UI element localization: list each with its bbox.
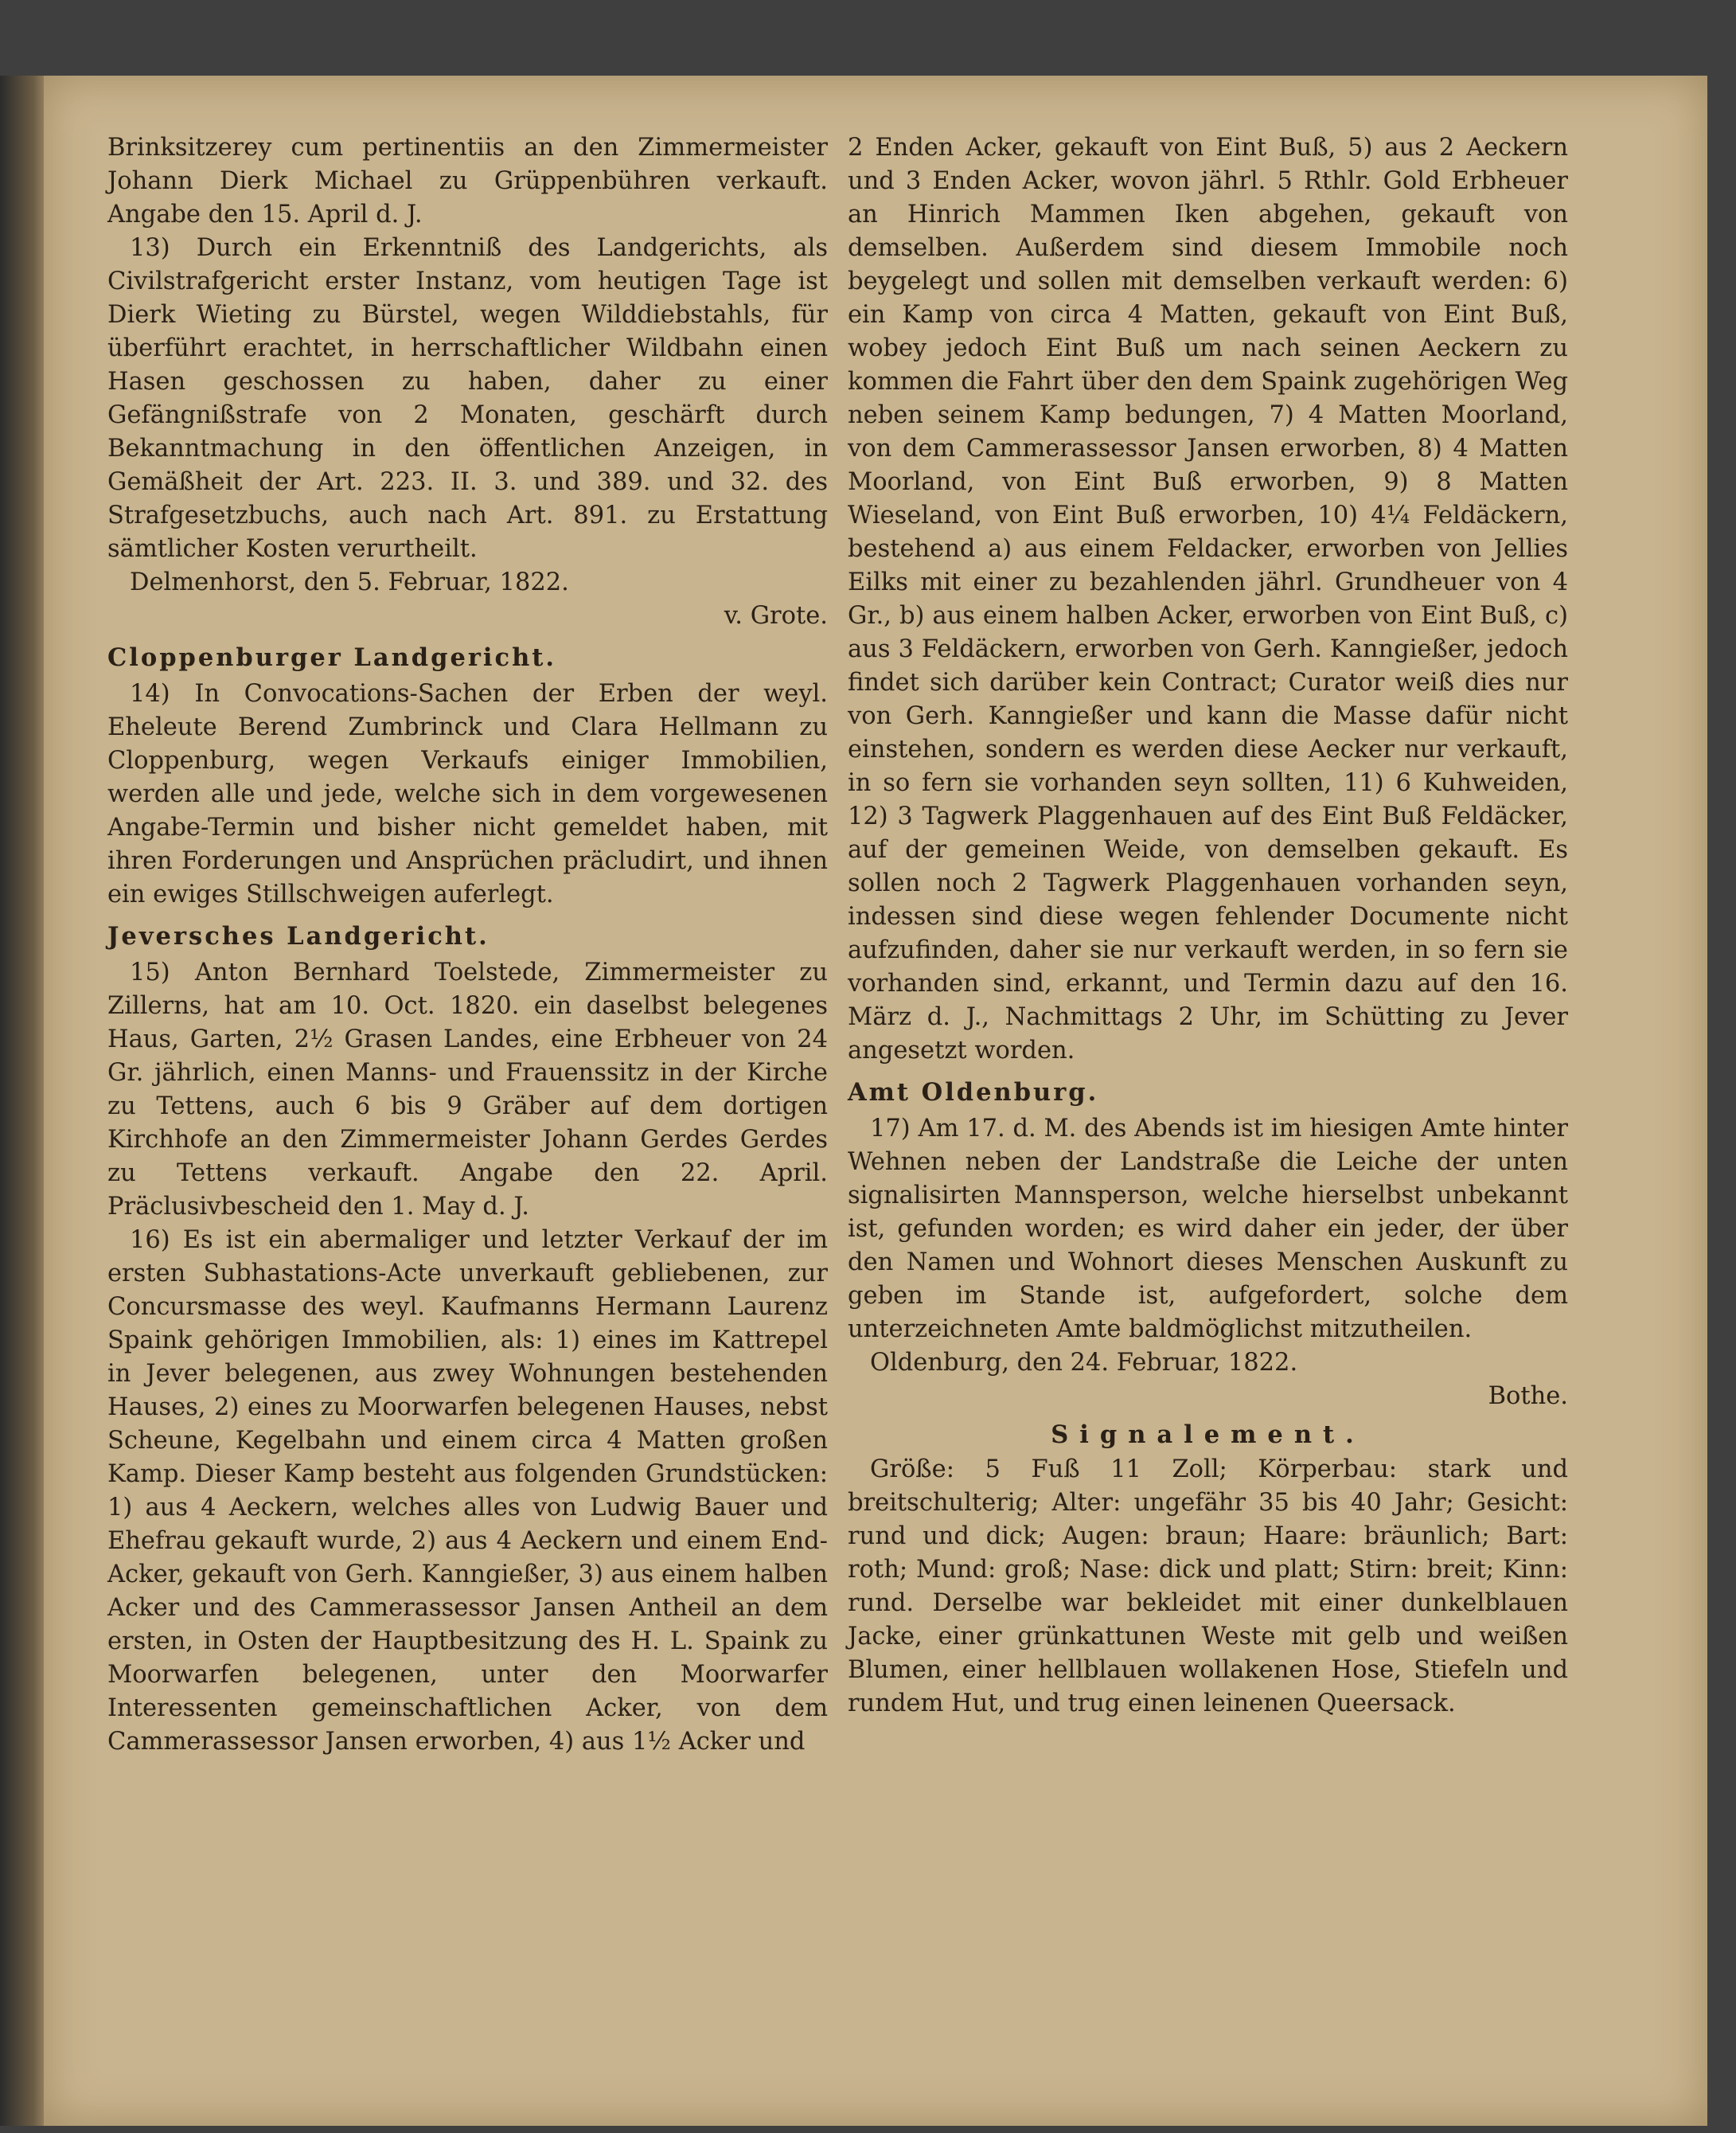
paragraph-13-signature: v. Grote. (724, 602, 828, 630)
section-heading-cloppenburg: Cloppenburger Landgericht. (107, 643, 556, 672)
left-column (107, 131, 828, 1759)
signalement-title: Signalement. (1051, 1420, 1365, 1449)
paragraph-17-date: Oldenburg, den 24. Februar, 1822. (870, 1349, 1298, 1377)
paragraph-13-date: Delmenhorst, den 5. Februar, 1822. (130, 568, 569, 596)
paragraph-13: 13) Durch ein Erkenntniß des Landgerichts, als Civilstrafgericht erster Instanz, vom heutigen Tage ist Dierk Wieting zu Bürstel, wegen Wilddiebstahls, für überführt erachtet, in herrschaftlicher Wildbahn einen Hasen geschossen zu haben, daher zu einer Gefängnißstrafe von 2 Monaten, geschärft durch Bekanntmachung in den öffentlichen Anzeigen, in Gemäßheit der Art. 223. II. 3. und 389. und 32. des Strafgesetzbuchs, auch nach Art. 891. zu Erstattung sämtlicher Kosten verurtheilt. (107, 234, 828, 563)
paragraph-16: 16) Es ist ein abermaliger und letzter Verkauf der im ersten Subhastations-Acte unverkauft gebliebenen, zur Concursmasse des weyl. Kaufmanns Hermann Laurenz Spaink gehörigen Immobilien, als: 1) eines im Kattrepel in Jever belegenen, aus zwey Wohnungen bestehenden Hauses, 2) eines zu Moorwarfen belegenen Hauses, nebst Scheune, Kegelbahn und einem circa 4 Matten großen Kamp. Dieser Kamp besteht aus folgenden Grundstücken: 1) aus 4 Aeckern, welches alles von Ludwig Bauer und Ehefrau gekauft wurde, 2) aus 4 Aeckern und einem End-Acker, gekauft von Gerh. Kanngießer, 3) aus einem halben Acker und des Cammerassessor Jansen Antheil an dem ersten, in Osten der Hauptbesitzung des H. L. Spaink zu Moorwarfen belegenen, unter den Moorwarfer Interessenten gemeinschaftlichen Acker, von dem Cammerassessor Jansen erworben, 4) aus 1½ Acker und (107, 1226, 828, 1756)
paragraph-17-signature: Bothe. (1488, 1382, 1568, 1410)
paragraph-14: 14) In Convocations-Sachen der Erben der weyl. Eheleute Berend Zumbrinck und Clara Hellmann zu Cloppenburg, wegen Verkaufs einiger Immobilien, werden alle und jede, welche sich in dem vorgewesenen Angabe-Termin und bisher nicht gemeldet haben, mit ihren Forderungen und Ansprüchen präcludirt, und ihnen ein ewiges Stillschweigen auferlegt. (107, 680, 828, 908)
signalement-description: Größe: 5 Fuß 11 Zoll; Körperbau: stark und breitschulterig; Alter: ungefähr 35 bis 40 Jahr; Gesicht: rund und dick; Augen: braun; Haare: bräunlich; Bart: roth; Mund: groß; Nase: dick und platt; Stirn: breit; Kinn: rund. Derselbe war bekleidet mit einer dunkelblauen Jacke, einer grünkattunen Weste mit gelb und weißen Blumen, einer hellblauen wollakenen Hose, Stiefeln und rundem Hut, und trug einen leinenen Queersack. (848, 1455, 1568, 1717)
right-column (848, 131, 1568, 1721)
paragraph-16-continuation: 2 Enden Acker, gekauft von Eint Buß, 5) aus 2 Aeckern und 3 Enden Acker, wovon jährl. 5 Rthlr. Gold Erbheuer an Hinrich Mammen Iken abgehen, gekauft von demselben. Außerdem sind diesem Immobile noch beygelegt und sollen mit demselben verkauft werden: 6) ein Kamp von circa 4 Matten, gekauft von Eint Buß, wobey jedoch Eint Buß um nach seinen Aeckern zu kommen die Fahrt über den dem Spaink zugehörigen Weg neben seinem Kamp bedungen, 7) 4 Matten Moorland, von dem Cammerassessor Jansen erworben, 8) 4 Matten Moorland, von Eint Buß erworben, 9) 8 Matten Wieseland, von Eint Buß erworben, 10) 4¼ Feldäckern, bestehend a) aus einem Feldacker, erworben von Jellies Eilks mit einer zu bezahlenden jährl. Grundheuer von 4 Gr., b) aus einem halben Acker, erworben von Eint Buß, c) aus 3 Feldäckern, erworben von Gerh. Kanngießer, jedoch findet sich darüber kein Contract; Curator weiß dies nur von Gerh. Kanngießer und kann die Masse dafür nicht einstehen, sondern es werden diese Aecker nur verkauft, in so fern sie vorhanden seyn sollten, 11) 6 Kuhweiden, 12) 3 Tagwerk Plaggenhauen auf des Eint Buß Feldäcker, auf der gemeinen Weide, von demselben gekauft. Es sollen noch 2 Tagwerk Plaggenhauen vorhanden seyn, indessen sind diese wegen fehlender Documente nicht aufzufinden, daher sie nur verkauft werden, in so fern sie vorhanden sind, erkannt, und Termin dazu auf den 16. März d. J., Nachmittags 2 Uhr, im Schütting zu Jever angesetzt worden. (848, 134, 1568, 1065)
section-heading-jever: Jeversches Landgericht. (107, 922, 490, 951)
paragraph-17: 17) Am 17. d. M. des Abends ist im hiesigen Amte hinter Wehnen neben der Landstraße die Leiche der unten signalisirten Mannsperson, welche hierselbst unbekannt ist, gefunden worden; es wird daher ein jeder, der über den Namen und Wohnort dieses Menschen Auskunft zu geben im Stande ist, aufgefordert, solche dem unterzeichneten Amte baldmöglichst mitzutheilen. (848, 1115, 1568, 1343)
paragraph-15: 15) Anton Bernhard Toelstede, Zimmermeister zu Zillerns, hat am 10. Oct. 1820. ein daselbst belegenes Haus, Garten, 2½ Grasen Landes, eine Erbheuer von 24 Gr. jährlich, einen Manns- und Frauenssitz in der Kirche zu Tettens, auch 6 bis 9 Gräber auf dem dortigen Kirchhofe an den Zimmermeister Johann Gerdes Gerdes zu Tettens verkauft. Angabe den 22. April. Präclusivbescheid den 1. May d. J. (107, 959, 828, 1221)
document-page (44, 76, 1707, 2126)
paragraph-12-continuation: Brinksitzerey cum pertinentiis an den Zimmermeister Johann Dierk Michael zu Grüppenbühren verkauft. Angabe den 15. April d. J. (107, 134, 828, 229)
section-heading-oldenburg: Amt Oldenburg. (848, 1078, 1099, 1107)
